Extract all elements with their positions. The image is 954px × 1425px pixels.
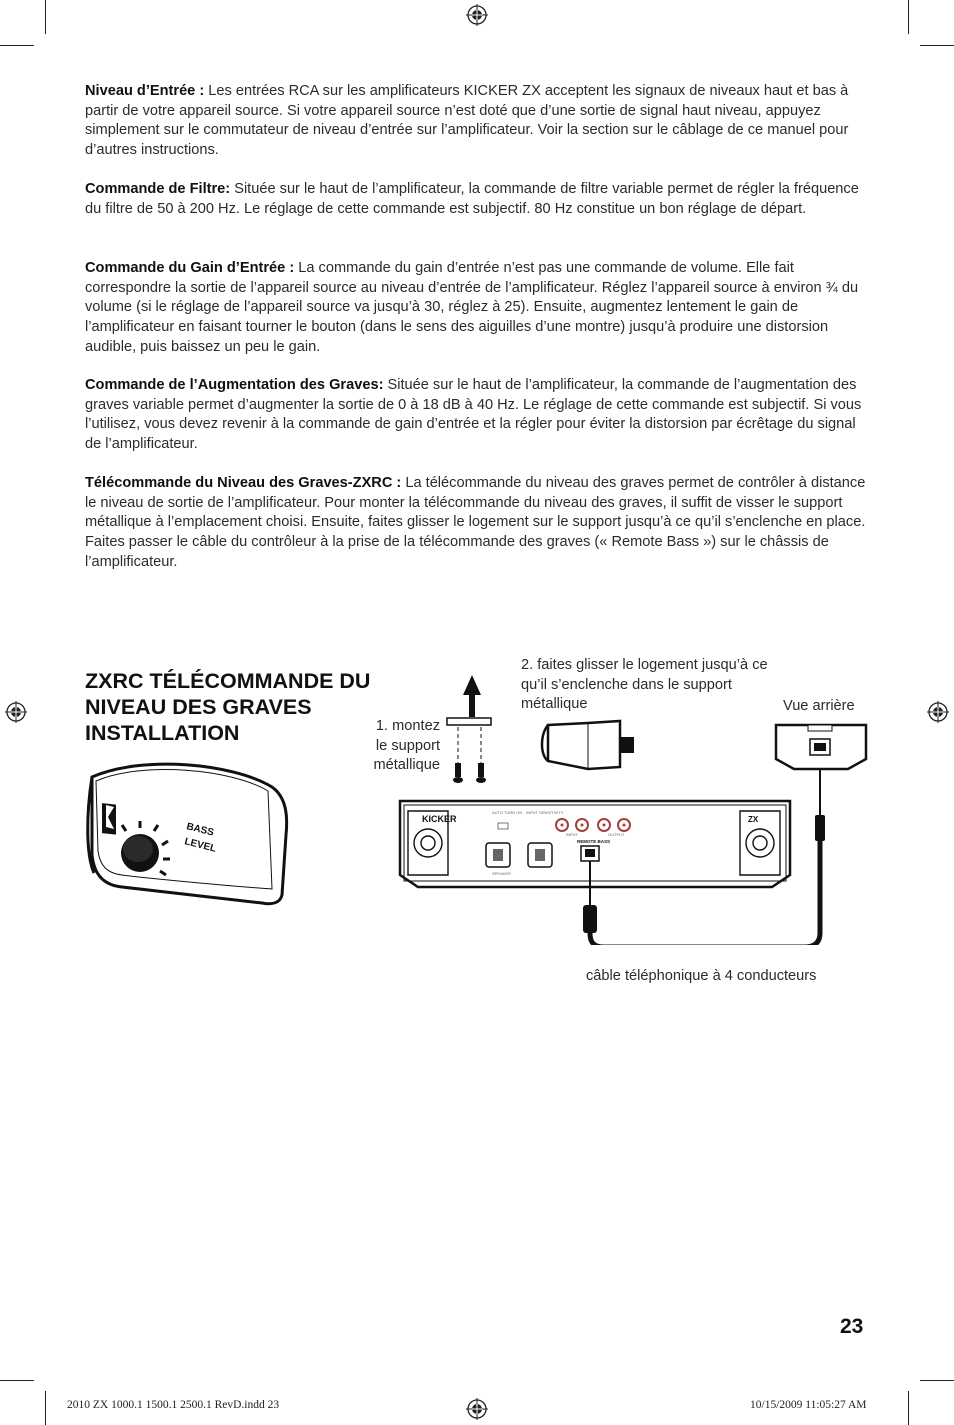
remote-bass-label: REMOTE BASS bbox=[577, 839, 611, 844]
arrow-up-icon bbox=[463, 675, 481, 695]
footer-timestamp: 10/15/2009 11:05:27 AM bbox=[750, 1399, 867, 1411]
cable-label: câble téléphonique à 4 conducteurs bbox=[586, 968, 817, 984]
bass-remote-illustration bbox=[82, 755, 294, 907]
paragraph-body: Située sur le haut de l’amplificateur, la commande de l’augmentation des graves variable permet d’augmenter la sortie de 0 à 18 dB à 40 Hz. Le réglage de cette commande est subjectif. Si vous l’utilisez, vous devez revenir à la commande de gain d’entrée et la régler pour éviter la distorsion par écrêtage du signal de l’amplificateur. bbox=[85, 377, 862, 453]
paragraph-heading: Niveau d’Entrée : bbox=[85, 83, 205, 99]
paragraph-gain-control bbox=[85, 259, 875, 358]
panel-label-auto-turn-on: AUTO TURN ON bbox=[492, 810, 523, 815]
crop-mark bbox=[920, 45, 954, 46]
screw-icon bbox=[476, 763, 486, 783]
paragraph-filter-control bbox=[85, 180, 875, 219]
crop-mark bbox=[45, 1391, 46, 1425]
cable-plug-icon bbox=[583, 905, 597, 933]
rear-view-label: Vue arrière bbox=[783, 698, 855, 714]
paragraph-body: La télécommande du niveau des graves permet de contrôler à distance le niveau de sortie de l’amplificateur. Pour monter la télécommande du niveau des graves, il suffit de visser le support métallique à l’emplacement choisi. Ensuite, faites glisser le logement sur le support jusqu’à ce qu’il s’enclenche en place. Faites passer le câble du contrôleur à la prise de la télécommande des graves (« Remote Bass ») sur le châssis de l’amplificateur. bbox=[85, 475, 866, 570]
panel-label-speaker: SPEAKER bbox=[492, 871, 511, 876]
registration-mark-icon bbox=[5, 701, 27, 723]
crop-mark bbox=[45, 0, 46, 34]
panel-label-input: INPUT bbox=[566, 832, 578, 837]
remote-label-bass: BASS bbox=[185, 821, 215, 839]
amp-brand-label: KICKER bbox=[422, 814, 457, 824]
section-title: ZXRC TÉLÉCOMMANDE DU NIVEAU DES GRAVES INSTALLATION bbox=[85, 669, 371, 745]
crop-mark bbox=[908, 0, 909, 34]
page-number: 23 bbox=[840, 1315, 864, 1338]
paragraph-input-level bbox=[85, 82, 875, 161]
paragraph-body: Les entrées RCA sur les amplificateurs KICKER ZX acceptent les signaux de niveaux haut et bas à partir de votre appareil source. Si votre appareil source n’est doté que d’une sortie de signal haut niveau, appuyez simplement sur le commutateur de niveau d’entrée sur l’amplificateur. Voir la section sur le câblage de ce manuel pour d’autres instructions. bbox=[85, 83, 849, 159]
cable-plug-icon bbox=[815, 815, 825, 841]
paragraph-body: La commande du gain d’entrée n’est pas une commande de volume. Elle fait correspondre la sortie de l’appareil source au niveau d’entrée de l’amplificateur. Réglez l’appareil source à environ ¾ du volume (si le réglage de l’appareil source va jusqu’à 30, réglez à 25). Ensuite, augmentez lentement le gain de l’amplificateur en faisant tourner le bouton (dans le sens des aiguilles d’une montre) jusqu’à produire une distorsion audible, puis baissez un peu le gain. bbox=[85, 260, 859, 355]
panel-label-input-sensitivity: INPUT SENSITIVITY bbox=[526, 810, 564, 815]
paragraph-heading: Commande du Gain d’Entrée : bbox=[85, 260, 295, 276]
crop-mark bbox=[920, 1380, 954, 1381]
crop-mark bbox=[0, 1380, 34, 1381]
crop-mark bbox=[0, 45, 34, 46]
step-2-label: 2. faites glisser le logement jusqu’à ce qu’il s’enclenche dans le support métallique bbox=[521, 657, 768, 712]
paragraph-body: Située sur le haut de l’amplificateur, la commande de filtre variable permet de régler la fréquence du filtre de 50 à 200 Hz. Le réglage de cette commande est subjectif. 80 Hz constitue un bon réglage de départ. bbox=[85, 181, 859, 217]
remote-label-level: LEVEL bbox=[183, 836, 218, 855]
paragraph-heading: Commande de l’Augmentation des Graves: bbox=[85, 377, 384, 393]
paragraph-heading: Télécommande du Niveau des Graves-ZXRC : bbox=[85, 475, 402, 491]
crop-mark bbox=[908, 1391, 909, 1425]
step-1-label: 1. montez le support métallique bbox=[373, 718, 440, 773]
amp-model-label: ZX bbox=[748, 815, 759, 824]
registration-mark-icon bbox=[466, 1398, 488, 1420]
panel-label-output: OUTPUT bbox=[608, 832, 625, 837]
registration-mark-icon bbox=[466, 4, 488, 26]
paragraph-bass-boost bbox=[85, 376, 875, 455]
screw-icon bbox=[453, 763, 463, 783]
paragraph-heading: Commande de Filtre: bbox=[85, 181, 231, 197]
registration-mark-icon bbox=[927, 701, 949, 723]
paragraph-remote-bass bbox=[85, 474, 875, 573]
footer-file-info: 2010 ZX 1000.1 1500.1 2500.1 RevD.indd 23 bbox=[67, 1399, 280, 1411]
